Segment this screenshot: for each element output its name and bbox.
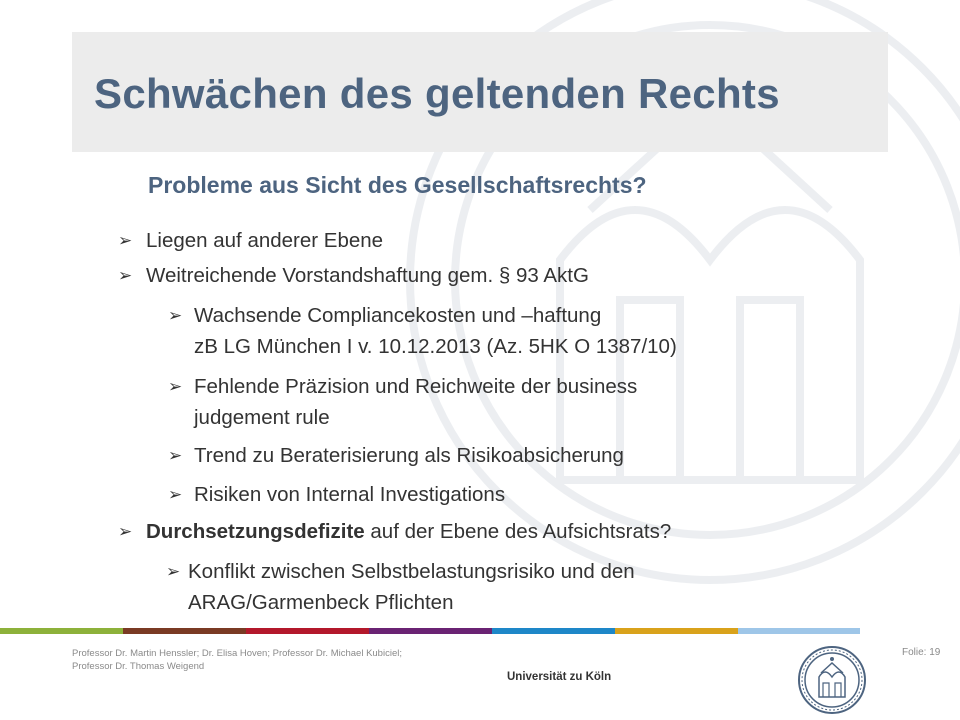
arrow-bullet-icon: ➢: [118, 522, 133, 541]
sub-bullet-item: [166, 556, 635, 618]
bullet-text: Trend zu Beraterisierung als Risikoabsicherung: [194, 444, 624, 467]
sub-bullet-item: [168, 300, 677, 362]
slide-subtitle: Probleme aus Sicht des Gesellschaftsrechts?: [148, 172, 647, 198]
bullet-text: [146, 516, 671, 547]
arrow-bullet-icon: ➢: [168, 485, 183, 504]
color-band: [0, 628, 860, 634]
slide-title: Schwächen des geltenden Rechts: [94, 70, 780, 117]
bullet-text: Wachsende Compliancekosten und –haftung zB LG München I v. 10.12.2013 (Az. 5HK O 1387/10): [194, 304, 677, 358]
arrow-bullet-icon: ➢: [168, 306, 183, 325]
color-band-segment: [0, 628, 123, 634]
bullet-item: [118, 225, 383, 256]
title-box: [72, 32, 888, 152]
color-band-segment: [369, 628, 492, 634]
bullet-bold-text: Durchsetzungsdefizite: [146, 520, 365, 543]
color-band-segment: [738, 628, 860, 634]
bullet-text: Risiken von Internal Investigations: [194, 483, 506, 506]
bullet-text: Weitreichende Vorstandshaftung gem. § 93 AktG: [146, 264, 589, 287]
bullet-text: Konflikt zwischen Selbstbelastungsrisiko und den ARAG/Garmenbeck Pflichten: [188, 560, 635, 614]
footer-authors: Professor Dr. Martin Henssler; Dr. Elisa Hoven; Professor Dr. Michael Kubiciel; Professor Dr. Thomas Weigend: [72, 648, 402, 672]
color-band-segment: [492, 628, 615, 634]
arrow-bullet-icon: ➢: [118, 231, 133, 250]
arrow-bullet-icon: ➢: [166, 562, 181, 581]
footer-university: Universität zu Köln: [507, 671, 612, 683]
university-seal-logo: [797, 645, 867, 715]
color-band-segment: [246, 628, 369, 634]
bullet-text: Liegen auf anderer Ebene: [146, 229, 384, 252]
sub-bullet-item: [168, 440, 624, 471]
bullet-item: [118, 260, 589, 291]
sub-bullet-item: [168, 371, 637, 433]
bullet-text: Fehlende Präzision und Reichweite der business judgement rule: [194, 375, 638, 429]
arrow-bullet-icon: ➢: [168, 446, 183, 465]
color-band-segment: [615, 628, 738, 634]
slide-number: Folie: 19: [902, 647, 941, 658]
arrow-bullet-icon: ➢: [168, 377, 183, 396]
color-band-segment: [123, 628, 246, 634]
sub-bullet-item: [168, 479, 505, 510]
bullet-text-rest: auf der Ebene des Aufsichtsrats?: [364, 520, 672, 543]
bullet-item: [118, 516, 671, 547]
arrow-bullet-icon: ➢: [118, 266, 133, 285]
